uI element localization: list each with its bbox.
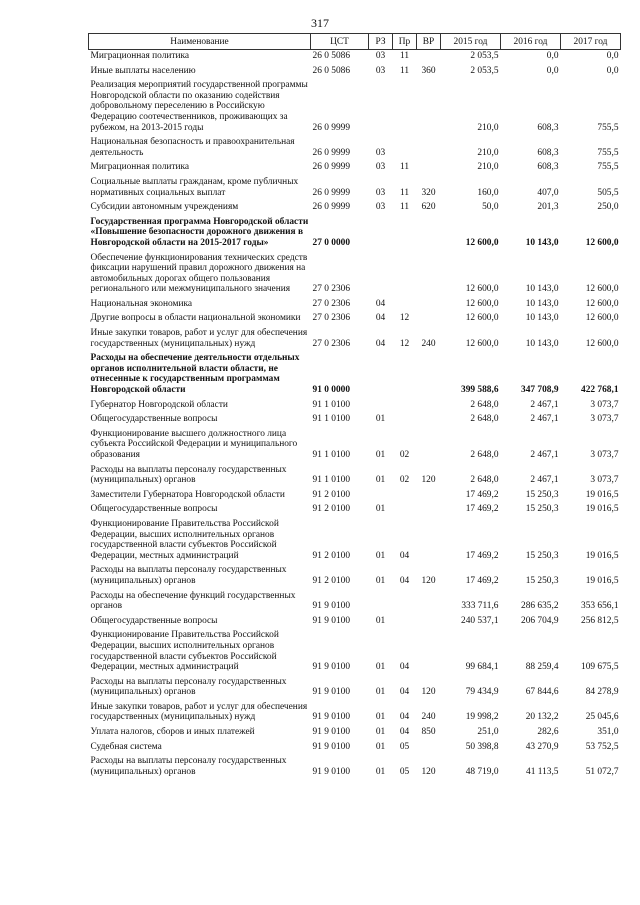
cell-pr xyxy=(393,590,417,615)
cell-vr: 620 xyxy=(421,202,436,213)
cell-2016: 2 467,1 xyxy=(530,414,559,425)
table-row xyxy=(89,726,621,741)
cell-2015: 12 600,0 xyxy=(465,298,499,309)
cell-2017: 0,0 xyxy=(606,51,619,61)
cell-2016: 15 250,3 xyxy=(525,550,559,561)
cell-cst: 26 0 9999 xyxy=(312,187,350,198)
cell-cst: 91 2 0100 xyxy=(312,575,350,586)
cell-2017: 250,0 xyxy=(597,202,619,213)
cell-2016: 282,6 xyxy=(537,727,559,738)
cell-name: Иные закупки товаров, работ и услуг для обеспечения государственных (муниципальных) нужд xyxy=(90,328,308,349)
cell-2017: 12 600,0 xyxy=(585,313,619,324)
cell-cst: 26 0 9999 xyxy=(312,162,350,173)
cell-rz: 01 xyxy=(375,575,386,586)
header-2015: 2015 год xyxy=(441,34,501,50)
cell-name: Расходы на выплаты персоналу государственных (муниципальных) органов xyxy=(90,676,287,698)
cell-pr: 04 xyxy=(399,687,410,698)
header-vr: ВР xyxy=(417,34,441,50)
cell-2015: 399 588,6 xyxy=(461,385,499,396)
cell-pr: 11 xyxy=(399,202,410,213)
table-row xyxy=(89,741,621,756)
cell-cst: 91 9 0100 xyxy=(312,687,350,698)
cell-name: Судебная система xyxy=(90,741,162,752)
cell-rz xyxy=(369,352,393,398)
table-row xyxy=(89,79,621,136)
cell-pr: 05 xyxy=(399,741,410,752)
cell-cst: 26 0 9999 xyxy=(312,202,350,213)
cell-cst: 26 0 9999 xyxy=(312,147,350,158)
cell-vr xyxy=(417,399,441,414)
cell-vr xyxy=(417,615,441,630)
cell-name: Уплата налогов, сборов и иных платежей xyxy=(90,727,255,738)
cell-rz xyxy=(369,399,393,414)
cell-name: Иные выплаты населению xyxy=(90,65,196,76)
cell-2016: 2 467,1 xyxy=(530,399,559,410)
cell-rz: 03 xyxy=(375,162,386,173)
cell-name: Расходы на выплаты персоналу государственных (муниципальных) органов xyxy=(90,756,287,777)
cell-2017: 3 073,7 xyxy=(590,414,619,425)
table-body xyxy=(89,50,621,781)
header-2016: 2016 год xyxy=(501,34,561,50)
cell-cst: 91 2 0100 xyxy=(312,504,350,515)
cell-2015: 2 053,5 xyxy=(470,51,499,61)
cell-2015: 210,0 xyxy=(477,162,499,173)
cell-2015: 251,0 xyxy=(477,727,499,738)
cell-name: Функционирование высшего должностного лица субъекта Российской Федерации и муниципального образования xyxy=(90,428,298,460)
page-number: 317 xyxy=(311,16,329,30)
cell-2016: 0,0 xyxy=(546,65,559,76)
cell-pr xyxy=(393,79,417,136)
cell-cst: 91 1 0100 xyxy=(312,399,350,410)
cell-2016: 67 844,6 xyxy=(525,687,559,698)
cell-2015: 12 600,0 xyxy=(465,284,499,295)
cell-2015: 79 434,9 xyxy=(465,687,499,698)
cell-rz: 01 xyxy=(375,712,386,723)
cell-cst: 91 9 0100 xyxy=(312,766,350,777)
cell-name: Расходы на обеспечение деятельности отдельных органов исполнительной власти области, не отнесенные к государственным программам Новгородской области xyxy=(90,353,300,396)
cell-pr: 05 xyxy=(399,766,410,777)
cell-2017: 51 072,7 xyxy=(585,766,619,777)
cell-name: Расходы на обеспечение функций государственных органов xyxy=(90,590,296,612)
cell-cst: 91 9 0100 xyxy=(312,615,350,626)
cell-2016: 0,0 xyxy=(546,51,559,61)
cell-rz: 01 xyxy=(375,766,386,777)
cell-rz: 03 xyxy=(375,202,386,213)
cell-2016: 2 467,1 xyxy=(530,450,559,460)
cell-2016: 10 143,0 xyxy=(525,284,559,295)
cell-cst: 91 9 0100 xyxy=(312,662,350,673)
cell-2017: 3 073,7 xyxy=(590,450,619,460)
table-row xyxy=(89,413,621,428)
header-2017: 2017 год xyxy=(561,34,621,50)
cell-pr xyxy=(393,503,417,518)
cell-2017: 256 812,5 xyxy=(581,615,619,626)
cell-pr xyxy=(393,252,417,298)
cell-pr: 02 xyxy=(399,475,410,486)
cell-2015: 2 648,0 xyxy=(470,399,499,410)
cell-2015: 12 600,0 xyxy=(465,313,499,324)
header-cst: ЦСТ xyxy=(311,34,369,50)
table-row xyxy=(89,65,621,80)
cell-pr xyxy=(393,615,417,630)
cell-name: Общегосударственные вопросы xyxy=(90,414,218,425)
cell-rz: 01 xyxy=(375,414,386,425)
cell-cst: 26 0 5086 xyxy=(312,51,350,61)
cell-2016: 407,0 xyxy=(537,187,559,198)
table-row xyxy=(89,629,621,675)
cell-rz: 04 xyxy=(375,298,386,309)
cell-2016: 608,3 xyxy=(537,162,559,173)
cell-vr xyxy=(417,741,441,756)
cell-rz: 01 xyxy=(375,615,386,626)
cell-2015: 210,0 xyxy=(477,122,499,133)
table-row xyxy=(89,464,621,489)
cell-2016: 347 708,9 xyxy=(521,385,559,396)
header-rz: РЗ xyxy=(369,34,393,50)
cell-2015: 160,0 xyxy=(477,187,499,198)
cell-cst: 91 9 0100 xyxy=(312,601,350,612)
cell-rz xyxy=(369,489,393,504)
table-row xyxy=(89,136,621,161)
cell-name: Общегосударственные вопросы xyxy=(90,615,218,626)
table-row xyxy=(89,312,621,327)
cell-vr xyxy=(417,161,441,176)
cell-vr xyxy=(417,136,441,161)
cell-2016: 20 132,2 xyxy=(525,712,559,723)
cell-cst: 27 0 2306 xyxy=(312,313,350,324)
cell-2016: 286 635,2 xyxy=(521,601,559,612)
cell-rz: 04 xyxy=(375,338,386,349)
cell-name: Расходы на выплаты персоналу государственных (муниципальных) органов xyxy=(90,565,287,586)
table-row xyxy=(89,590,621,615)
cell-pr: 04 xyxy=(399,662,410,673)
budget-table xyxy=(88,33,621,780)
cell-vr xyxy=(417,298,441,313)
cell-vr xyxy=(417,312,441,327)
cell-2017: 3 073,7 xyxy=(590,475,619,486)
cell-2016: 15 250,3 xyxy=(525,504,559,515)
cell-vr xyxy=(417,252,441,298)
cell-pr: 11 xyxy=(399,187,410,198)
cell-2017: 19 016,5 xyxy=(585,550,619,561)
cell-vr xyxy=(417,79,441,136)
cell-name: Национальная экономика xyxy=(90,298,193,309)
cell-vr: 120 xyxy=(421,687,436,698)
cell-2017: 19 016,5 xyxy=(585,489,619,500)
cell-rz: 01 xyxy=(375,504,386,515)
cell-2017: 12 600,0 xyxy=(585,284,619,295)
cell-2016: 10 143,0 xyxy=(525,338,559,349)
table-row xyxy=(89,201,621,216)
cell-vr: 120 xyxy=(421,475,436,486)
cell-pr xyxy=(393,413,417,428)
cell-2015: 19 998,2 xyxy=(465,712,499,723)
cell-rz: 01 xyxy=(375,550,386,561)
cell-vr xyxy=(417,489,441,504)
table-row xyxy=(89,676,621,701)
cell-rz xyxy=(369,252,393,298)
cell-2017: 12 600,0 xyxy=(585,237,619,248)
cell-2016: 206 704,9 xyxy=(521,615,559,626)
cell-vr xyxy=(417,50,441,65)
cell-cst: 91 9 0100 xyxy=(312,741,350,752)
cell-cst: 26 0 9999 xyxy=(312,122,350,133)
cell-name: Другие вопросы в области национальной экономики xyxy=(90,313,301,324)
cell-2015: 17 469,2 xyxy=(465,575,499,586)
cell-vr xyxy=(417,503,441,518)
cell-vr xyxy=(417,413,441,428)
cell-pr xyxy=(393,399,417,414)
cell-name: Миграционная политика xyxy=(90,162,190,173)
cell-2017: 12 600,0 xyxy=(585,338,619,349)
cell-2016: 608,3 xyxy=(537,122,559,133)
cell-pr: 12 xyxy=(399,313,410,324)
cell-vr: 240 xyxy=(421,338,436,349)
cell-2016: 608,3 xyxy=(537,147,559,158)
cell-2016: 201,3 xyxy=(537,202,559,213)
cell-cst: 91 9 0100 xyxy=(312,727,350,738)
cell-2017: 109 675,5 xyxy=(581,662,619,673)
cell-2016: 43 270,9 xyxy=(525,741,559,752)
cell-cst: 91 2 0100 xyxy=(312,489,350,500)
header-row xyxy=(89,34,621,50)
cell-name: Функционирование Правительства Российской Федерации, высших исполнительных органов государственной власти субъектов Российской Федерации, местных администраций xyxy=(90,518,279,561)
table-row xyxy=(89,428,621,464)
cell-vr: 320 xyxy=(421,187,436,198)
cell-pr: 12 xyxy=(399,338,410,349)
cell-cst: 91 1 0100 xyxy=(312,414,350,425)
cell-vr: 240 xyxy=(421,712,436,723)
cell-name: Губернатор Новгородской области xyxy=(90,399,228,410)
cell-name: Общегосударственные вопросы xyxy=(90,504,218,515)
cell-2016: 2 467,1 xyxy=(530,475,559,486)
cell-cst: 91 9 0100 xyxy=(312,712,350,723)
cell-2015: 2 648,0 xyxy=(470,450,499,460)
cell-2017: 422 768,1 xyxy=(581,385,619,396)
table-row xyxy=(89,327,621,352)
cell-pr xyxy=(393,136,417,161)
cell-rz: 03 xyxy=(375,51,386,61)
cell-cst: 91 1 0100 xyxy=(312,450,350,460)
table-row xyxy=(89,518,621,564)
cell-pr: 11 xyxy=(399,51,410,61)
table-row xyxy=(89,176,621,201)
cell-2015: 2 648,0 xyxy=(470,414,499,425)
cell-2015: 17 469,2 xyxy=(465,550,499,561)
cell-2015: 50 398,8 xyxy=(465,741,499,752)
table-row xyxy=(89,489,621,504)
cell-pr xyxy=(393,298,417,313)
cell-vr xyxy=(417,629,441,675)
cell-2017: 0,0 xyxy=(606,65,619,76)
cell-2017: 84 278,9 xyxy=(585,687,619,698)
cell-2015: 240 537,1 xyxy=(461,615,499,626)
cell-cst: 26 0 5086 xyxy=(312,65,350,76)
table-header xyxy=(89,34,621,50)
table-row xyxy=(89,161,621,176)
header-pr: Пр xyxy=(393,34,417,50)
cell-rz: 01 xyxy=(375,727,386,738)
cell-2017: 755,5 xyxy=(597,162,619,173)
cell-rz: 01 xyxy=(375,450,386,460)
cell-vr xyxy=(417,590,441,615)
table-row xyxy=(89,50,621,65)
cell-2016: 15 250,3 xyxy=(525,575,559,586)
cell-2015: 17 469,2 xyxy=(465,504,499,515)
cell-2017: 755,5 xyxy=(597,147,619,158)
cell-2017: 3 073,7 xyxy=(590,399,619,410)
cell-rz: 01 xyxy=(375,662,386,673)
cell-2016: 10 143,0 xyxy=(525,298,559,309)
cell-2017: 353 656,1 xyxy=(581,601,619,612)
cell-2016: 15 250,3 xyxy=(525,489,559,500)
cell-2015: 50,0 xyxy=(482,202,499,213)
cell-rz xyxy=(369,216,393,252)
cell-name: Расходы на выплаты персоналу государственных (муниципальных) органов xyxy=(90,464,287,486)
cell-pr: 04 xyxy=(399,727,410,738)
cell-2015: 48 719,0 xyxy=(465,766,499,777)
table-row xyxy=(89,298,621,313)
cell-pr: 04 xyxy=(399,712,410,723)
cell-name: Функционирование Правительства Российской Федерации, высших исполнительных органов государственной власти субъектов Российской Федерации, местных администраций xyxy=(90,630,279,673)
table-row xyxy=(89,399,621,414)
cell-pr: 02 xyxy=(399,450,410,460)
cell-rz: 03 xyxy=(375,147,386,158)
cell-2017: 12 600,0 xyxy=(585,298,619,309)
table-row xyxy=(89,701,621,726)
cell-rz: 01 xyxy=(375,741,386,752)
cell-name: Иные закупки товаров, работ и услуг для обеспечения государственных (муниципальных) нужд xyxy=(90,701,308,723)
cell-2016: 88 259,4 xyxy=(525,662,559,673)
cell-2017: 505,5 xyxy=(597,187,619,198)
cell-rz xyxy=(369,590,393,615)
cell-2015: 17 469,2 xyxy=(465,489,499,500)
cell-2017: 53 752,5 xyxy=(585,741,619,752)
cell-2015: 2 648,0 xyxy=(470,475,499,486)
cell-2015: 2 053,5 xyxy=(470,65,499,76)
table-row xyxy=(89,564,621,589)
cell-pr: 04 xyxy=(399,575,410,586)
cell-2017: 25 045,6 xyxy=(585,712,619,723)
cell-2015: 333 711,6 xyxy=(461,601,499,612)
table-row xyxy=(89,755,621,780)
cell-name: Социальные выплаты гражданам, кроме публичных нормативных социальных выплат xyxy=(90,176,299,198)
cell-rz: 01 xyxy=(375,475,386,486)
cell-2016: 41 113,5 xyxy=(526,766,559,777)
cell-2017: 19 016,5 xyxy=(585,575,619,586)
cell-rz: 03 xyxy=(375,187,386,198)
cell-name: Субсидии автономным учреждениям xyxy=(90,202,239,213)
cell-vr xyxy=(417,428,441,464)
cell-cst: 27 0 2306 xyxy=(312,284,350,295)
cell-2015: 210,0 xyxy=(477,147,499,158)
cell-cst: 27 0 0000 xyxy=(312,237,350,248)
cell-2016: 10 143,0 xyxy=(525,237,559,248)
cell-2015: 12 600,0 xyxy=(465,237,499,248)
table-row xyxy=(89,503,621,518)
cell-cst: 91 2 0100 xyxy=(312,550,350,561)
cell-name: Национальная безопасность и правоохранительная деятельность xyxy=(90,137,295,158)
table-row xyxy=(89,615,621,630)
table-row xyxy=(89,252,621,298)
cell-2015: 12 600,0 xyxy=(465,338,499,349)
cell-cst: 27 0 2306 xyxy=(312,298,350,309)
cell-vr: 120 xyxy=(421,766,436,777)
cell-rz xyxy=(369,79,393,136)
cell-pr: 04 xyxy=(399,550,410,561)
cell-name: Миграционная политика xyxy=(90,51,190,61)
cell-rz: 01 xyxy=(375,687,386,698)
cell-vr xyxy=(417,518,441,564)
cell-name: Обеспечение функционирования технических средств фиксации нарушений правил дорожного движения на автомобильных дорогах общего пользования регионального или межмуниципального значения xyxy=(90,252,308,295)
cell-2016: 10 143,0 xyxy=(525,313,559,324)
table-row xyxy=(89,216,621,252)
cell-2017: 755,5 xyxy=(597,122,619,133)
cell-name: Государственная программа Новгородской области «Повышение безопасности дорожного движения в Новгородской области на 2015-2017 годы» xyxy=(90,216,309,248)
cell-vr xyxy=(417,352,441,398)
cell-pr xyxy=(393,489,417,504)
cell-pr: 11 xyxy=(399,162,410,173)
cell-name: Заместители Губернатора Новгородской области xyxy=(90,489,285,500)
cell-pr: 11 xyxy=(399,65,410,76)
table-row xyxy=(89,352,621,398)
cell-2017: 19 016,5 xyxy=(585,504,619,515)
cell-vr xyxy=(417,216,441,252)
cell-vr: 120 xyxy=(421,575,436,586)
header-name: Наименование xyxy=(89,34,311,50)
cell-pr xyxy=(393,352,417,398)
cell-vr: 850 xyxy=(421,727,436,738)
cell-name: Реализация мероприятий государственной программы Новгородской области по оказанию содействия добровольному переселению в Российскую Федерацию соотечественников, проживающих за рубежом, на 2013-2015 годы xyxy=(90,80,308,133)
cell-cst: 91 0 0000 xyxy=(312,385,350,396)
cell-cst: 91 1 0100 xyxy=(312,475,350,486)
cell-rz: 04 xyxy=(375,313,386,324)
cell-cst: 27 0 2306 xyxy=(312,338,350,349)
cell-rz: 03 xyxy=(375,65,386,76)
cell-pr xyxy=(393,216,417,252)
cell-2017: 351,0 xyxy=(597,727,619,738)
cell-2015: 99 684,1 xyxy=(465,662,499,673)
cell-vr: 360 xyxy=(421,65,436,76)
